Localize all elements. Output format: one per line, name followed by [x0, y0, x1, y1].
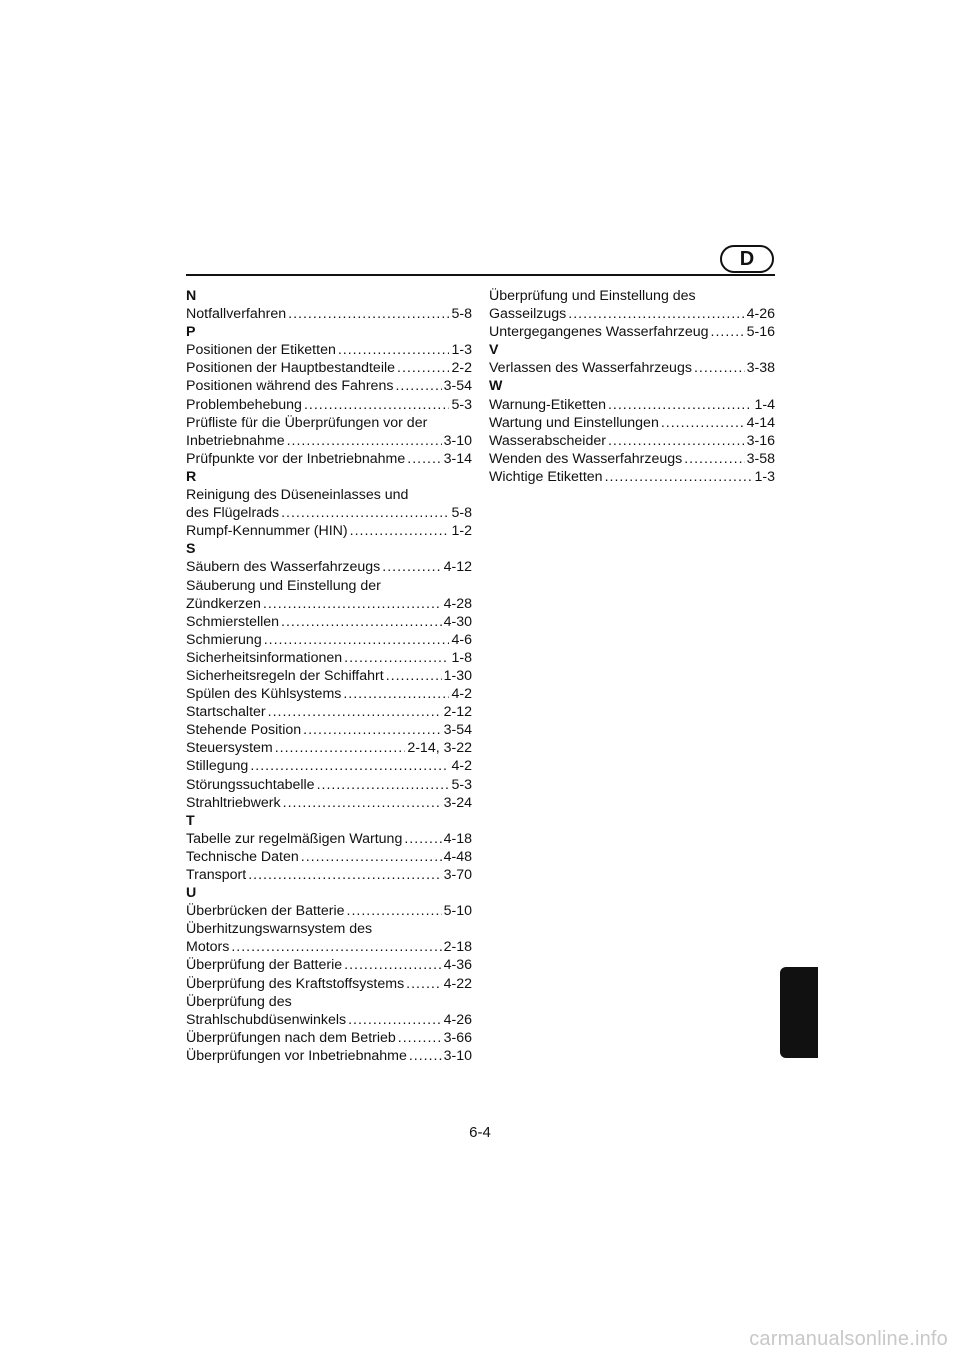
index-column-right [489, 287, 775, 486]
index-entry [186, 613, 472, 631]
language-badge: D [720, 245, 774, 273]
index-letter-heading: P [186, 324, 196, 341]
index-entry-title: Überbrücken der Batterie [186, 903, 345, 920]
index-entry-title: Säubern des Wasserfahrzeugs [186, 559, 381, 576]
dot-leader [406, 975, 441, 993]
index-entry-title: Sicherheitsregeln der Schiffahrt [186, 667, 384, 684]
index-entry [186, 522, 472, 540]
index-entry-page: 3-10 [443, 1047, 472, 1064]
index-entry [489, 468, 775, 486]
index-entry [186, 830, 472, 848]
index-entry-page: 4-12 [443, 559, 472, 576]
index-entry [186, 739, 472, 757]
index-entry [186, 956, 472, 974]
dot-leader [268, 703, 442, 721]
index-entry-line: Säuberung und Einstellung der [186, 577, 381, 594]
index-entry-title: Steuersystem [186, 740, 273, 757]
dot-leader [347, 902, 442, 920]
index-entry [186, 757, 472, 775]
index-entry-title: Prüfpunkte vor der Inbetriebnahme [186, 450, 406, 467]
dot-leader [348, 1011, 441, 1029]
dot-leader [386, 667, 442, 685]
index-entry-title: Transport [186, 867, 247, 883]
index-entry [186, 649, 472, 667]
dot-leader [248, 866, 441, 884]
index-entry [186, 1047, 472, 1065]
index-entry-title: Problembehebung [186, 396, 302, 413]
index-entry-page: 3-14 [443, 450, 472, 467]
dot-leader [281, 613, 442, 631]
index-letter-heading: U [186, 885, 197, 902]
index-entry-title: Wartung und Einstellungen [489, 414, 659, 431]
dot-leader [684, 450, 744, 468]
dot-leader [301, 848, 442, 866]
index-entry-title: Inbetriebnahme [186, 432, 285, 449]
index-entry [489, 359, 775, 377]
index-entry-page: 3-58 [746, 450, 775, 467]
index-entry-title: Schmierung [186, 631, 262, 648]
dot-leader [661, 414, 745, 432]
dot-leader [694, 359, 745, 377]
index-entry-page: 4-28 [443, 595, 472, 612]
index-entry-page: 4-2 [451, 686, 472, 703]
index-entry-title: Verlassen des Wasserfahrzeugs [489, 360, 692, 377]
index-entry-page: 3-24 [443, 794, 472, 811]
index-letter-heading: W [489, 378, 503, 395]
dot-leader [398, 1029, 442, 1047]
dot-leader [608, 432, 745, 450]
index-entry-page: 5-16 [746, 324, 775, 341]
index-entry-title: Störungssuchtabelle [186, 776, 315, 793]
index-entry-page: 1-8 [451, 649, 472, 666]
dot-leader [343, 685, 449, 703]
index-entry [186, 341, 472, 359]
index-entry [186, 776, 472, 794]
dot-leader [283, 794, 442, 812]
index-entry-page: 1-3 [754, 468, 775, 485]
index-entry-page: 3-10 [443, 432, 472, 449]
index-entry [186, 685, 472, 703]
index-letter-heading: N [186, 288, 197, 304]
index-entry-line: Prüfliste für die Überprüfungen vor der [186, 414, 428, 431]
dot-leader [317, 776, 450, 794]
index-entry [186, 631, 472, 649]
index-entry [186, 558, 472, 576]
index-entry-page: 4-30 [443, 613, 472, 630]
index-entry-title: Tabelle zur regelmäßigen Wartung [186, 830, 403, 847]
index-entry-title: Zündkerzen [186, 595, 261, 612]
index-entry-page: 4-6 [451, 631, 472, 648]
header-rule [186, 274, 775, 276]
dot-leader [304, 396, 450, 414]
index-entry-title: Wasserabscheider [489, 432, 606, 449]
index-entry-page: 4-48 [443, 848, 472, 865]
dot-leader [344, 649, 449, 667]
index-entry-page: 5-8 [451, 505, 472, 522]
index-entry-page: 2-14, 3-22 [407, 740, 472, 757]
index-column-left [186, 287, 472, 1065]
index-entry [186, 848, 472, 866]
index-entry-page: 1-2 [451, 523, 472, 540]
index-entry-title: Schmierstellen [186, 613, 280, 630]
index-entry-page: 3-16 [746, 432, 775, 449]
index-entry-title: Überprüfungen vor Inbetriebnahme [186, 1047, 407, 1064]
index-entry [186, 305, 472, 323]
dot-leader [608, 396, 753, 414]
index-entry-title: Notfallverfahren [186, 306, 287, 323]
index-entry-title: Motors [186, 939, 230, 956]
index-entry-title: Strahlschubdüsenwinkels [186, 1011, 347, 1028]
index-letter-heading: T [186, 812, 195, 829]
dot-leader [395, 377, 441, 395]
index-entry [186, 703, 472, 721]
index-entry-page: 2-2 [451, 360, 472, 377]
dot-leader [350, 522, 450, 540]
index-entry-page: 5-3 [451, 776, 472, 793]
index-entry [186, 667, 472, 685]
index-entry [186, 902, 472, 920]
index-entry-title: des Flügelrads [186, 505, 280, 522]
index-entry [489, 432, 775, 450]
dot-leader [344, 956, 441, 974]
index-entry-title: Überprüfung des Kraftstoffsystems [186, 975, 405, 992]
chapter-tab [780, 967, 818, 1058]
index-entry [489, 396, 775, 414]
index-entry-page: 1-30 [443, 667, 472, 684]
index-entry-line: Reinigung des Düseneinlasses und [186, 487, 409, 504]
index-entry-page: 5-10 [443, 903, 472, 920]
index-entry-title: Überprüfung der Batterie [186, 957, 343, 974]
index-entry [186, 432, 472, 450]
dot-leader [382, 558, 441, 576]
index-entry [186, 721, 472, 739]
index-entry-title: Stehende Position [186, 722, 302, 739]
index-entry-page: 3-70 [443, 867, 472, 883]
index-entry-title: Technische Daten [186, 848, 299, 865]
index-entry [489, 305, 775, 323]
index-entry-page: 4-18 [443, 830, 472, 847]
index-letter-heading: V [489, 342, 499, 359]
index-entry [186, 595, 472, 613]
index-entry [186, 396, 472, 414]
index-entry-page: 1-4 [754, 396, 775, 413]
dot-leader [407, 450, 441, 468]
index-entry-page: 2-18 [443, 939, 472, 956]
dot-leader [281, 504, 449, 522]
index-entry-title: Wichtige Etiketten [489, 468, 603, 485]
dot-leader [288, 305, 449, 323]
index-entry-line: Überprüfung und Einstellung des [489, 288, 696, 304]
index-entry [186, 377, 472, 395]
dot-leader [263, 595, 442, 613]
dot-leader [404, 830, 441, 848]
index-entry-page: 4-26 [746, 306, 775, 323]
index-entry-page: 5-3 [451, 396, 472, 413]
dot-leader [231, 938, 441, 956]
index-entry-title: Positionen der Hauptbestandteile [186, 360, 396, 377]
index-entry [489, 414, 775, 432]
index-entry [186, 794, 472, 812]
index-entry-page: 3-38 [746, 360, 775, 377]
index-entry [186, 938, 472, 956]
index-entry-title: Sicherheitsinformationen [186, 649, 343, 666]
index-entry-page: 4-22 [443, 975, 472, 992]
index-entry-title: Strahltriebwerk [186, 794, 281, 811]
index-entry-page: 4-14 [746, 414, 775, 431]
dot-leader [605, 468, 753, 486]
dot-leader [264, 631, 450, 649]
index-entry-title: Wenden des Wasserfahrzeugs [489, 450, 683, 467]
dot-leader [250, 757, 449, 775]
index-entry-title: Stillegung [186, 758, 249, 775]
page-number: 6-4 [469, 1124, 491, 1141]
dot-leader [711, 323, 745, 341]
index-entry-title: Gasseilzugs [489, 306, 567, 323]
dot-leader [338, 341, 450, 359]
index-letter-heading: S [186, 541, 196, 558]
index-entry-title: Spülen des Kühlsystems [186, 686, 342, 703]
dot-leader [568, 305, 744, 323]
index-entry-title: Überprüfungen nach dem Betrieb [186, 1029, 396, 1046]
index-entry-page: 4-2 [451, 758, 472, 775]
index-entry-title: Untergegangenes Wasserfahrzeug [489, 324, 709, 341]
index-entry-page: 1-3 [451, 342, 472, 359]
index-entry-page: 2-12 [443, 704, 472, 721]
index-entry [186, 975, 472, 993]
index-entry [186, 450, 472, 468]
dot-leader [275, 739, 406, 757]
index-entry-page: 4-36 [443, 957, 472, 974]
index-entry-page: 5-8 [451, 306, 472, 323]
index-entry [186, 504, 472, 522]
index-entry-title: Positionen der Etiketten [186, 342, 336, 359]
index-letter-heading: R [186, 468, 197, 485]
index-entry-title: Warnung-Etiketten [489, 396, 606, 413]
watermark: carmanualsonline.info [749, 1328, 948, 1350]
index-entry-page: 4-26 [443, 1011, 472, 1028]
index-entry [186, 1029, 472, 1047]
index-entry [186, 866, 472, 884]
index-entry-page: 3-54 [443, 378, 472, 395]
dot-leader [397, 359, 449, 377]
index-entry-page: 3-66 [443, 1029, 472, 1046]
dot-leader [303, 721, 441, 739]
index-entry-title: Startschalter [186, 704, 266, 721]
index-entry [186, 1011, 472, 1029]
index-entry-line: Überhitzungswarnsystem des [186, 921, 373, 938]
index-entry-line: Überprüfung des [186, 993, 292, 1010]
index-entry-title: Positionen während des Fahrens [186, 378, 394, 395]
index-entry [489, 323, 775, 341]
dot-leader [287, 432, 442, 450]
index-entry [489, 450, 775, 468]
dot-leader [409, 1047, 442, 1065]
index-entry-page: 3-54 [443, 722, 472, 739]
index-entry-title: Rumpf-Kennummer (HIN) [186, 523, 348, 540]
index-entry [186, 359, 472, 377]
